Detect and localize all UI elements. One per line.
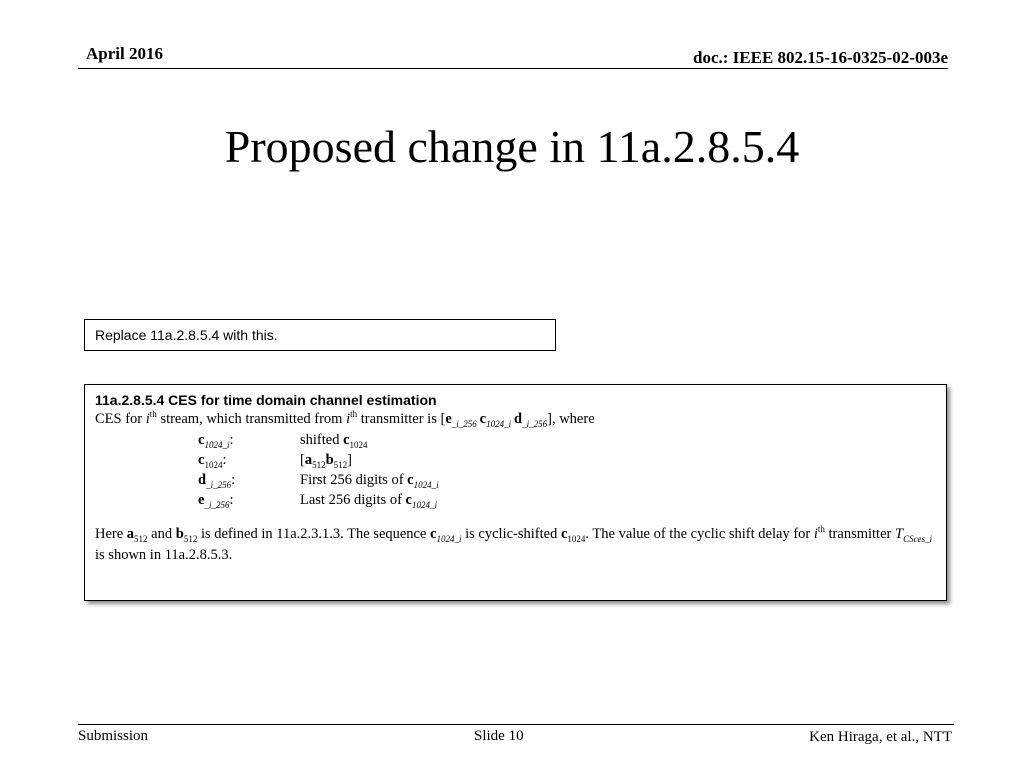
definition-desc: shifted $c_{1024}$: [300, 432, 368, 450]
footer-rule: [78, 724, 954, 725]
instruction-text: Replace 11a.2.8.5.4 with this.: [95, 327, 278, 343]
definition-desc: First 256 digits of $c_{1024\_i}$: [300, 472, 439, 490]
footer-author: Ken Hiraga, et al., NTT: [809, 729, 952, 745]
description-paragraph: Here $a_{512}$ and $b_{512}$ is defined in 11a.2.3.1.3. The sequence $c_{1024\_i}$ is cyclic-shifted $c_{1024}$. The value of the cyclic shift delay for $i^{th}$ transmitter $T_{CSces\_i}$ is shown in 11a.2.8.5.3.: [95, 524, 933, 563]
header-rule: [78, 68, 948, 69]
header-doc-id: doc.: IEEE 802.15-16-0325-02-003e: [693, 48, 948, 67]
definition-desc: Last 256 digits of $c_{1024\_i}$: [300, 492, 437, 510]
definition-row: [95, 430, 936, 450]
slide-title: Proposed change in 11a.2.8.5.4: [224, 121, 800, 172]
intro-line: CES for $i^{th}$ stream, which transmitted from $i^{th}$ transmitter is [$e_{\_i\_256}$ $c_{1024\_i}$ $d_{\_i\_256}$], where: [95, 409, 595, 429]
definition-term: $c_{1024}$:: [198, 452, 227, 470]
instruction-box: [84, 319, 556, 351]
definition-row: [95, 450, 936, 470]
definition-row: [95, 490, 936, 510]
definition-row: [95, 470, 936, 490]
footer-submission: Submission: [78, 728, 149, 744]
definition-term: $e_{\_i\_256}$:: [198, 492, 234, 510]
definition-term: $c_{1024\_i}$:: [198, 432, 234, 450]
definition-term: $d_{\_i\_256}$:: [198, 472, 236, 490]
header-date: April 2016: [86, 44, 163, 63]
section-heading: 11a.2.8.5.4 CES for time domain channel estimation: [95, 392, 437, 408]
definition-desc: $[a_{512}b_{512}]$: [300, 452, 353, 470]
spec-text-box: [84, 384, 947, 601]
footer-slide-number: Slide 10: [474, 728, 524, 744]
